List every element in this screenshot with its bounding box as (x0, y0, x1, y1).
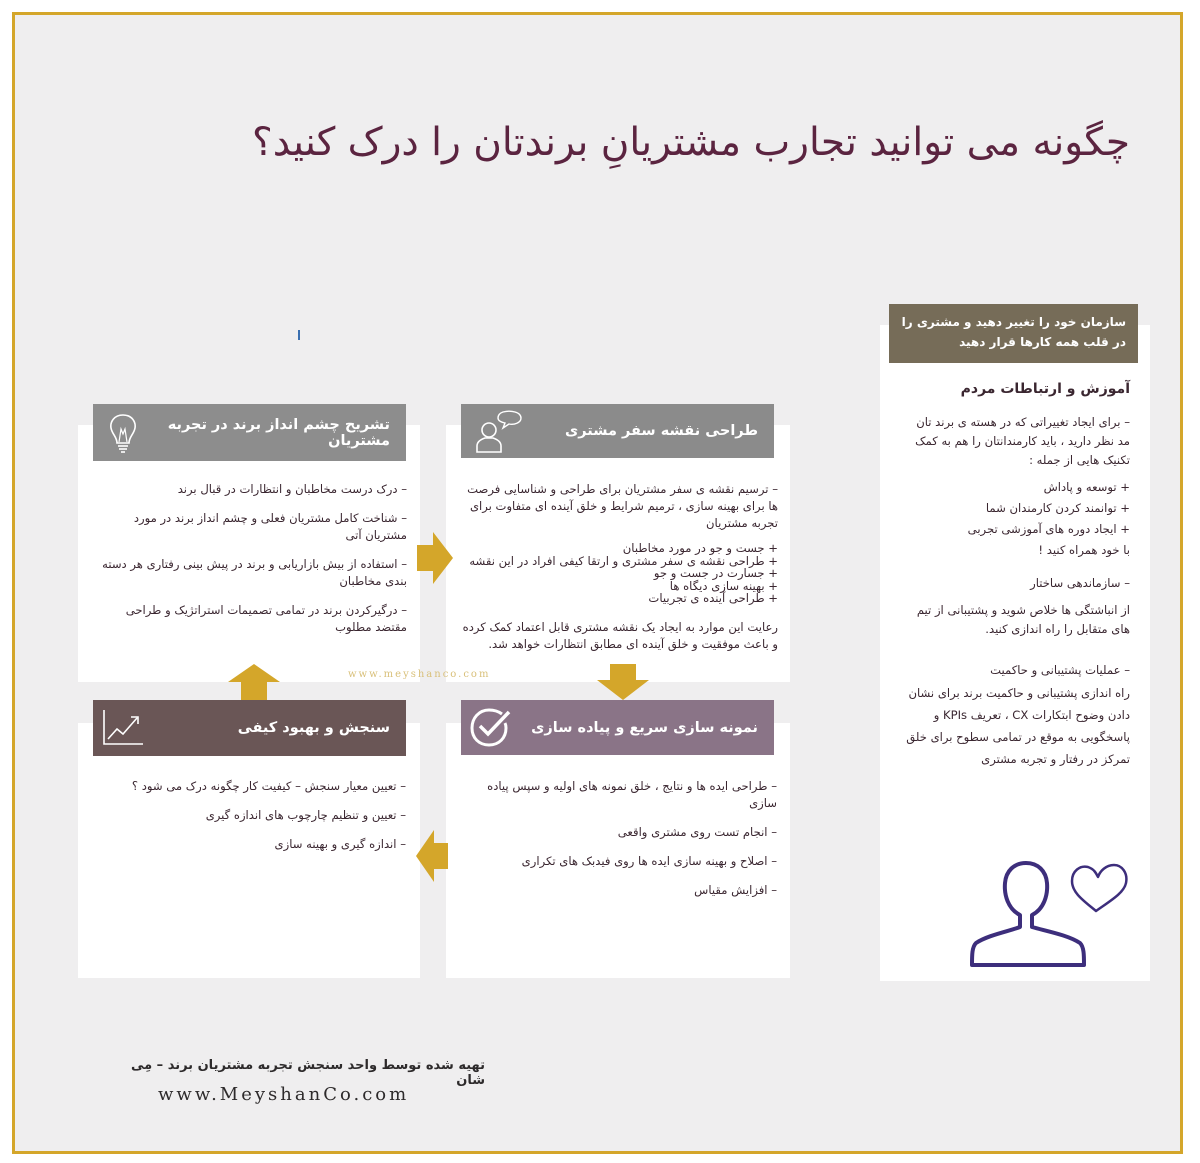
checkmark-icon (461, 708, 521, 748)
list-item: – اصلاح و بهینه سازی ایده ها روی فیدبک های تکراری (521, 854, 777, 868)
paragraph: با خود همراه کنید ! (1038, 543, 1130, 557)
card-journey-map-header (461, 404, 774, 458)
paragraph: – برای ایجاد تغییراتی که در هسته ی برند تان مد نظر دارید ، باید کارمندانتان را هم به کمک تکنیک هایی از جمله : (915, 415, 1130, 467)
lightbulb-icon (93, 411, 153, 455)
card-prototype-header (461, 700, 774, 755)
card-brand-vision-body (95, 481, 407, 648)
paragraph: + توانمند کردن کارمندان شما (985, 501, 1130, 515)
paragraph: + توسعه و پاداش (1043, 480, 1130, 494)
arrow-left-icon (416, 830, 448, 882)
card-measure-body (100, 778, 406, 865)
list-item: + طراحی آینده ی تجربیات (648, 591, 778, 605)
paragraph: از انباشتگی ها خلاص شوید و پشتیبانی از تیم های متقابل را راه اندازی کنید. (916, 603, 1130, 636)
customer-chat-icon (461, 408, 531, 454)
right-panel-subtitle: آموزش و ارتباطات مردم (960, 381, 1130, 397)
watermark: www.meyshanco.com (348, 669, 491, 680)
list-item: + جست و جو در مورد مخاطبان (622, 541, 778, 555)
list-item: + بهینه سازی دیگاه ها (669, 578, 778, 593)
journey-plus-list (458, 542, 778, 605)
list-item: – درک درست مخاطبان و انتظارات در قبال برند (177, 482, 407, 496)
journey-outro: رعایت این موارد به ایجاد یک نقشه مشتری قابل اعتماد کمک کرده و باعث موفقیت و خلق آینده ای مطابق انتظارات خواهد شد. (462, 619, 778, 651)
card-measure-header (93, 700, 406, 756)
paragraph: + ایجاد دوره های آموزشی تجربی (967, 522, 1130, 536)
card-measure-title: سنجش و بهبود کیفی (237, 720, 390, 736)
card-journey-map-body (458, 481, 778, 665)
list-item: + طراحی نقشه ی سفر مشتری و ارتقا کیفی افراد در این نقشه (469, 553, 778, 568)
person-heart-icon (968, 855, 1134, 975)
list-item: – شناخت کامل مشتریان فعلی و چشم انداز برند در مورد مشتریان آتی (133, 511, 407, 542)
page-title: چگونه می توانید تجارب مشتریانِ برندتان را درک کنید؟ (252, 120, 1130, 165)
list-item: – درگیرکردن برند در تمامی تصمیمات استراتژیک و طراحی مقتضد مطلوب (125, 603, 407, 634)
list-item: – افزایش مقیاس (694, 883, 777, 897)
list-item: – طراحی ایده ها و نتایج ، خلق نمونه های اولیه و سپس پیاده سازی (487, 779, 777, 810)
list-item: – اندازه گیری و بهینه سازی (274, 837, 406, 851)
card-brand-vision-title: تشریح چشم انداز برند در تجربه مشتریان (167, 416, 390, 449)
arrow-down-icon (597, 664, 649, 700)
footer-credit: تهیه شده توسط واحد سنجش تجربه مشتریان برند – مِی شان (130, 1058, 485, 1088)
arrow-up-icon (228, 664, 280, 700)
card-prototype-body (462, 778, 777, 911)
journey-intro: – ترسیم نقشه ی سفر مشتریان برای طراحی و شناسایی فرصت ها برای بهینه سازی ، ترمیم شرایط و خلق آینده ای متفاوت برای تجربه مشتریان (467, 482, 778, 530)
card-journey-map-title: طراحی نقشه سفر مشتری (564, 423, 758, 439)
list-item: – تعیین و تنظیم چارچوب های اندازه گیری (205, 808, 406, 822)
decorative-tick (298, 330, 300, 340)
growth-chart-icon (93, 708, 153, 748)
footer-url: www.MeyshanCo.com (158, 1084, 410, 1105)
list-item: + جسارت در جست و جو (653, 566, 778, 580)
card-brand-vision-header (93, 404, 406, 461)
list-item: – استفاده از بیش بازاریابی و برند در پیش بینی رفتاری هر دسته بندی مخاطبان (102, 557, 407, 588)
list-item: – تعیین معیار سنجش – کیفیت کار چگونه درک می شود ؟ (131, 779, 406, 793)
card-prototype-title: نمونه سازی سریع و پیاده سازی (531, 719, 758, 736)
list-item: – انجام تست روی مشتری واقعی (617, 825, 777, 839)
paragraph: – سازماندهی ساختار (1030, 576, 1130, 590)
paragraph: – عملیات پشتیبانی و حاکمیت (990, 663, 1130, 677)
arrow-right-icon (417, 532, 453, 584)
right-panel-body (905, 380, 1130, 778)
right-panel-header: سازمان خود را تغییر دهید و مشتری را در قلب همه کارها قرار دهید (889, 304, 1138, 363)
paragraph: راه اندازی پشتیبانی و حاکمیت برند برای نشان دادن وضوح ابتکارات CX ، تعریف KPIs و پاسخگویی به موقع در تمامی سطوح برای خلق تمرکز در رفتار و تجربه مشتری (906, 686, 1130, 766)
